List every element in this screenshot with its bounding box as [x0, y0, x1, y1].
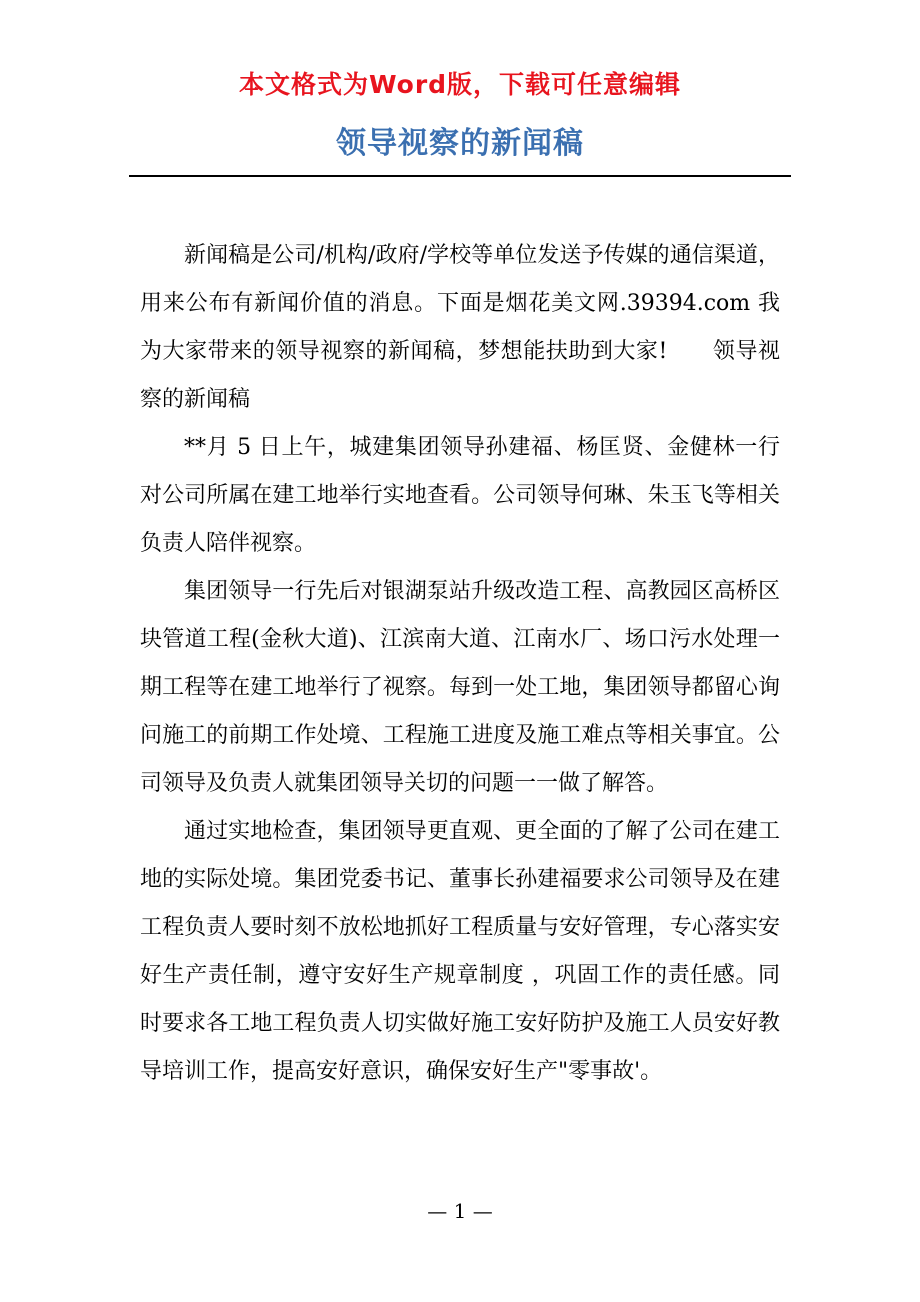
paragraph-intro: 新闻稿是公司/机构/政府/学校等单位发送予传媒的通信渠道，用来公布有新闻价值的消息。下面是烟花美文网.39394.com 我为大家带来的领导视察的新闻稿，梦想能扶助到大家! 领导视察的新闻稿	[140, 243, 780, 412]
paragraph-inspection: 集团领导一行先后对银湖泵站升级改造工程、高教园区高桥区块管道工程(金秋大道)、江滨南大道、江南水厂、场口污水处理一期工程等在建工地举行了视察。每到一处工地，集团领导都留心询问施工的前期工作处境、工程施工进度及施工难点等相关事宜。公司领导及负责人就集团领导关切的问题一一做了解答。	[140, 579, 780, 796]
paragraph-visit: **月 5 日上午，城建集团领导孙建福、杨匡贤、金健林一行对公司所属在建工地举行实地查看。公司领导何琳、朱玉飞等相关负责人陪伴视察。	[140, 435, 780, 556]
article-body	[140, 232, 780, 1096]
page-title: 领导视察的新闻稿	[336, 126, 584, 161]
format-notice: 本文格式为Word版，下载可任意编辑	[238, 70, 682, 99]
page-number: — 1 —	[427, 1199, 493, 1223]
paragraph-requirements: 通过实地检查，集团领导更直观、更全面的了解了公司在建工地的实际处境。集团党委书记、董事长孙建福要求公司领导及在建工程负责人要时刻不放松地抓好工程质量与安好管理，专心落实安好生产责任制，遵守安好生产规章制度 ，巩固工作的责任感。同时要求各工地工程负责人切实做好施工安好防护及施工人员安好教导培训工作，提高安好意识，确保安好生产"零事故'。	[140, 819, 780, 1084]
title-divider	[129, 175, 791, 177]
